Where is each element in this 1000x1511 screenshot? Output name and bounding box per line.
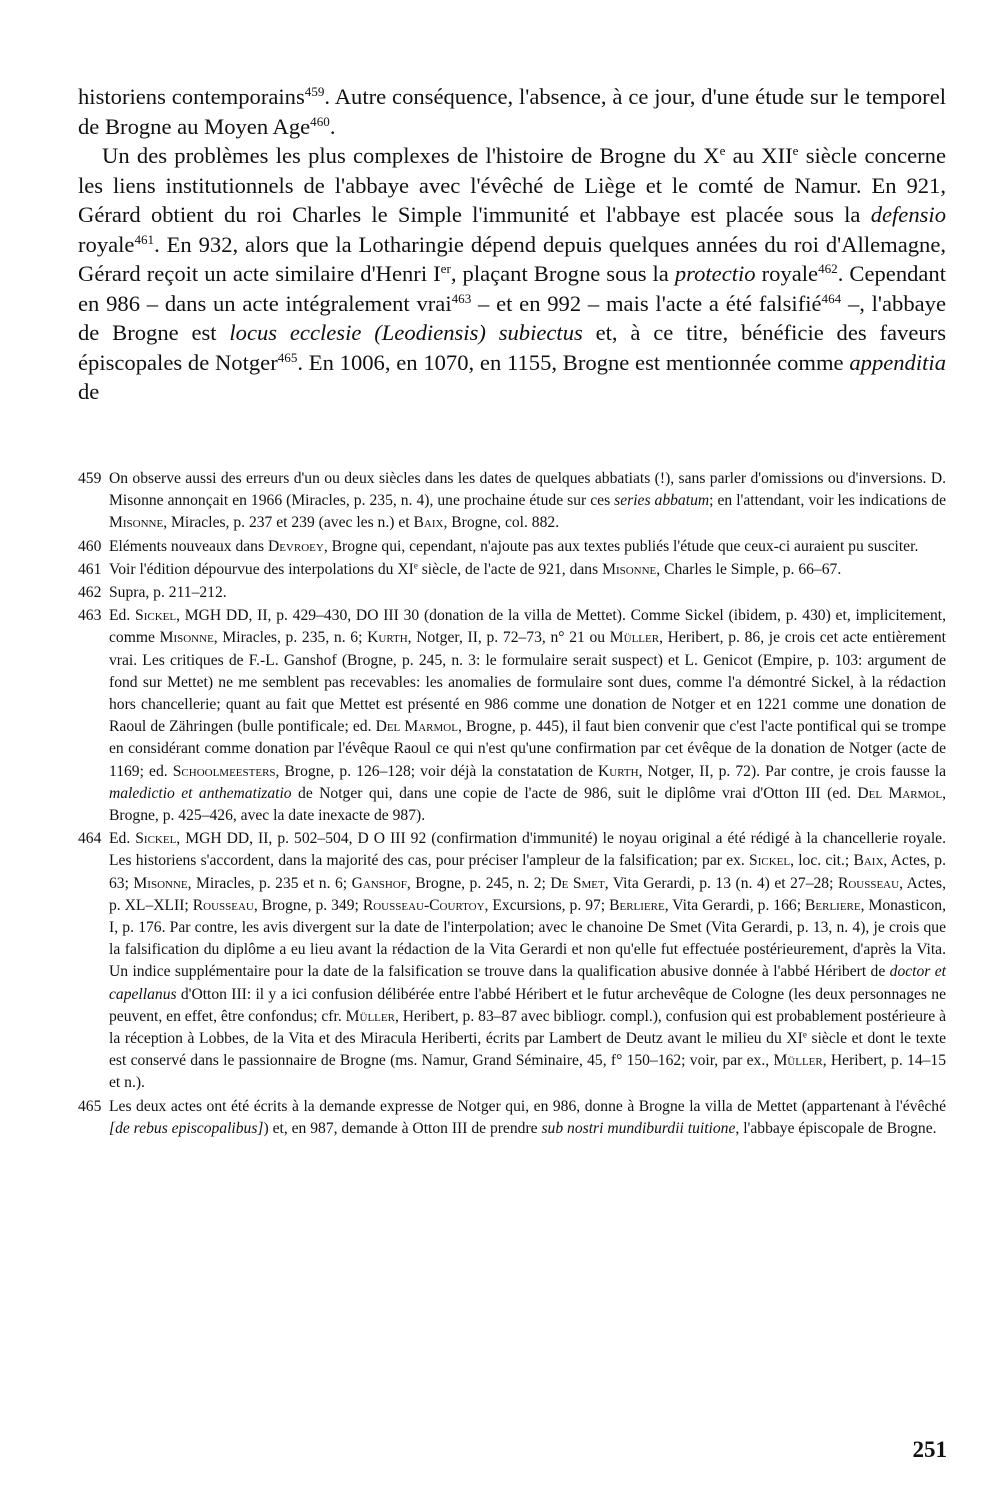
text-span: siècle concerne les liens institutionnels de l'abbaye avec l'évêché de Liège et le comté de Namur. En 921, Gérard obtient du roi Charles le Simple l'immunité et l'abbaye est placée sous la: [78, 143, 946, 227]
text-span: , Brogne qui, cependant, n'ajoute pas aux textes publiés l'étude que ceux-ci auraient pu susciter.: [323, 537, 919, 555]
superscript: e: [719, 142, 726, 158]
text-span: , Miracles, p. 237 et 239 (avec les n.) et: [163, 514, 414, 532]
page-number: 251: [912, 1437, 947, 1462]
text-span: ; en l'attendant, voir les indications de: [709, 492, 946, 510]
author-name: Baix: [413, 514, 444, 532]
text-span: , Heribert, p. 14–15 et n.).: [109, 1052, 947, 1092]
text-span: , Actes, p. 63;: [109, 852, 946, 892]
author-name: Rousseau: [837, 874, 900, 892]
text-span: de Notger qui, dans une copie de l'acte de 986, suit le diplôme vrai d'Otton III (ed.: [291, 784, 858, 802]
author-name: De Smet: [550, 874, 605, 892]
footnote-number: 459: [78, 470, 102, 487]
author-name: Schoolmeesters: [172, 762, 276, 780]
footnotes: [78, 468, 946, 1141]
author-name: Müller: [609, 629, 660, 647]
text-span: . En 932, alors que la Lotharingie dépend depuis quelques années du roi d'Allemagne, Gérard reçoit un acte similaire d'Henri I: [78, 231, 946, 286]
text-span: au XII: [725, 143, 793, 168]
text-span: , Miracles, p. 235, n. 6;: [213, 629, 368, 647]
italic-term: sub nostri mundiburdii tuitione: [541, 1119, 736, 1137]
footnote-ref-462: 462: [818, 260, 838, 276]
text-span: , Brogne, p. 349;: [253, 896, 363, 914]
footnote-459: [78, 468, 946, 535]
footnote-463: [78, 605, 946, 827]
text-span: , Actes, p. XL–XLII;: [109, 874, 947, 914]
text-span: , Vita Gerardi, p. 13 (n. 4) et 27–28;: [604, 874, 838, 892]
author-name: Misonne: [602, 560, 657, 578]
text-span: .: [329, 113, 336, 139]
author-name: Müller: [773, 1052, 823, 1070]
text-span: . Cependant en 986 – dans un acte intégralement vrai: [78, 261, 947, 316]
text-span: historiens contemporains: [78, 84, 305, 109]
text-span: , Brogne, p. 245, n. 2;: [406, 874, 551, 892]
paragraph-1: [78, 82, 946, 141]
author-name: Kurth: [598, 762, 639, 780]
text-span: Supra, p. 211–212.: [109, 584, 227, 602]
text-span: , Notger, II, p. 72). Par contre, je crois fausse la: [638, 762, 947, 780]
footnote-number: 464: [78, 830, 102, 848]
text-span: Un des problèmes les plus complexes de l'histoire de Brogne du X: [102, 143, 720, 168]
text-span: , Brogne, p. 425–426, avec la date inexacte de 987).: [109, 784, 946, 825]
text-span: , MGH DD, II, p. 429–430, DO III 30 (donation de la villa de Mettet). Comme Sickel (ibidem, p. 430) et, implicitement, comme: [109, 607, 947, 647]
superscript: e: [802, 1029, 807, 1040]
footnote-number: 463: [78, 607, 102, 625]
text-span: d'Otton III: il y a ici confusion délibérée entre l'abbé Héribert et le futur archevêque de Cologne (les deux personnages ne peuvent, en effet, être confondus; cfr.: [109, 985, 946, 1025]
author-name: Baix: [853, 852, 884, 870]
footnote-462: [78, 582, 946, 604]
footnote-ref-459: 459: [304, 83, 325, 99]
superscript: er: [440, 260, 451, 276]
text-span: , Heribert, p. 83–87 avec bibliogr. compl.), confusion qui est probablement postérieure à la réception à Lobbes, de la Vita et des Miracula Heriberti, écrits par Lambert de Deutz avant le milieu du XI: [109, 1007, 946, 1048]
footnote-ref-465: 465: [277, 349, 298, 365]
italic-term: defensio: [870, 202, 946, 227]
text-span: , Vita Gerardi, p. 166;: [664, 896, 805, 914]
italic-term: doctor et capellanus: [109, 963, 946, 1003]
main-text: [78, 82, 946, 407]
author-name: Berliere: [804, 896, 861, 914]
footnote-465: [78, 1096, 946, 1140]
text-span: , Monasticon, I, p. 176. Par contre, les avis divergent sur la date de l'interpolation; avec le chanoine De Smet (Vita Gerardi, p. 13, n. 4), je crois que la falsification du diplôme a eu lieu avant la rédaction de la Vita Gerardi et non qu'elle fut effectuée postérieurement, d'après la Vita. Un indice supplémentaire pour la date de la falsification se trouve dans la qualification abusive donnée à l'abbé Héribert de: [109, 896, 946, 981]
author-name: Berliere: [609, 896, 665, 914]
text-span: Voir l'édition dépourvue des interpolations du XI: [109, 560, 414, 578]
text-span: Ed.: [109, 830, 136, 848]
text-span: siècle et dont le texte est conservé dans le passionnaire de Brogne (ms. Namur, Grand Séminaire, 45, f° 150–162; voir, par ex.,: [109, 1030, 947, 1070]
text-span: Les deux actes ont été écrits à la demande expresse de Notger qui, en 986, donne à Brogne la villa de Mettet (appartenant à l'évêché: [109, 1097, 946, 1115]
text-span: Ed.: [109, 607, 136, 625]
author-name: Rousseau-Courtoy: [362, 896, 485, 914]
footnote-461: [78, 559, 946, 581]
footnote-ref-461: 461: [134, 231, 155, 247]
paragraph-2: [78, 141, 946, 407]
footnote-ref-460: 460: [310, 113, 330, 129]
text-span: , loc. cit.;: [790, 852, 854, 870]
text-span: . En 1006, en 1070, en 1155, Brogne est mentionnée comme: [297, 349, 850, 375]
italic-term: maledictio et anthematizatio: [109, 784, 292, 802]
text-span: , Brogne, p. 445), il faut bien convenir que c'est l'acte pontifical qui se trompe en considérant comme donation par l'évêque Raoul ce qui n'est qu'une confirmation par cet évêque de la donation de Notger (acte de 1169; ed.: [109, 718, 946, 780]
author-name: Sickel: [135, 607, 177, 625]
text-span: , MGH DD, II, p. 502–504, D O III 92 (confirmation d'immunité) le noyau original a été rédigé à la chancellerie royale. Les historiens s'accordent, dans la majorité des cas, pour préciser l'ampleur de la falsification; par ex.: [109, 830, 946, 870]
text-span: ) et, en 987, demande à Otton III de prendre: [263, 1119, 542, 1137]
italic-term: protectio: [674, 261, 756, 286]
text-span: , Brogne, p. 126–128; voir déjà la constatation de: [275, 762, 599, 780]
text-span: , Miracles, p. 235 et n. 6;: [187, 874, 352, 892]
author-name: Misonne: [133, 874, 188, 892]
footnote-ref-464: 464: [821, 290, 842, 306]
author-name: Del Marmol: [857, 784, 943, 802]
text-span: , Brogne, col. 882.: [443, 514, 560, 532]
text-span: royale: [755, 261, 819, 286]
author-name: Sickel: [135, 830, 177, 848]
author-name: Del Marmol: [375, 718, 458, 736]
text-span: et, à ce titre, bénéficie des faveurs épiscopales de Notger: [78, 320, 946, 375]
superscript: e: [792, 142, 799, 158]
author-name: Kurth: [367, 629, 408, 647]
text-span: , Notger, II, p. 72–73, n° 21 ou: [407, 629, 610, 647]
author-name: Devroey: [267, 537, 324, 555]
author-name: Ganshof: [351, 874, 407, 892]
text-span: On observe aussi des erreurs d'un ou deux siècles dans les dates de quelques abbatiats (!), sans parler d'omissions ou d'inversions. D. Misonne annonçait en 1966 (Miracles, p. 235, n. 4), une prochaine étude sur ces: [109, 470, 946, 510]
footnote-464: [78, 828, 946, 1094]
text-span: de: [78, 379, 100, 404]
text-span: , l'abbaye épiscopale de Brogne.: [735, 1119, 937, 1137]
text-span: Eléments nouveaux dans: [109, 537, 268, 555]
superscript: e: [413, 560, 418, 571]
italic-term: series abbatum: [614, 492, 710, 510]
text-span: –, l'abbaye de Brogne est: [78, 290, 946, 345]
text-span: , plaçant Brogne sous la: [450, 261, 675, 286]
italic-term: appenditia: [849, 349, 946, 375]
text-span: , Heribert, p. 86, je crois cet acte entièrement vrai. Les critiques de F.-L. Ganshof (Brogne, p. 245, n. 3: le formulaire serait suspect) et L. Genicot (Empire, p. 103: argument de fond sur Mettet) ne me semblent pas recevables: les anomalies de formulaire sont dues, comme l'a démontré Sickel, à la rédaction hors chancellerie; quant au fait que Mettet est présenté en 986 comme une donation de Notger et en 1221 comme une donation de Raoul de Zähringen (bulle pontificale; ed.: [109, 629, 947, 736]
author-name: Rousseau: [192, 896, 254, 914]
text-span: , Excursions, p. 97;: [484, 896, 610, 914]
italic-term: [de rebus episcopalibus]: [109, 1119, 264, 1137]
text-span: – et en 992 – mais l'acte a été falsifié: [471, 290, 822, 316]
text-span: siècle, de l'acte de 921, dans: [417, 560, 603, 578]
footnote-number: 465: [78, 1097, 102, 1115]
italic-term: locus ecclesie (Leodiensis) subiectus: [229, 320, 583, 345]
author-name: Sickel: [749, 852, 791, 870]
footnote-number: 460: [78, 537, 102, 555]
author-name: Misonne: [109, 514, 164, 532]
text-span: royale: [78, 231, 135, 257]
text-span: . Autre conséquence, l'absence, à ce jour, d'une étude sur le temporel de Brogne au Moyen Age: [78, 84, 947, 139]
footnote-ref-463: 463: [451, 290, 472, 306]
text-span: , Charles le Simple, p. 66–67.: [656, 560, 842, 578]
author-name: Misonne: [159, 629, 214, 647]
footnote-number: 461: [78, 560, 102, 578]
footnote-460: [78, 536, 946, 558]
author-name: Müller: [345, 1007, 395, 1025]
footnote-number: 462: [78, 584, 102, 602]
